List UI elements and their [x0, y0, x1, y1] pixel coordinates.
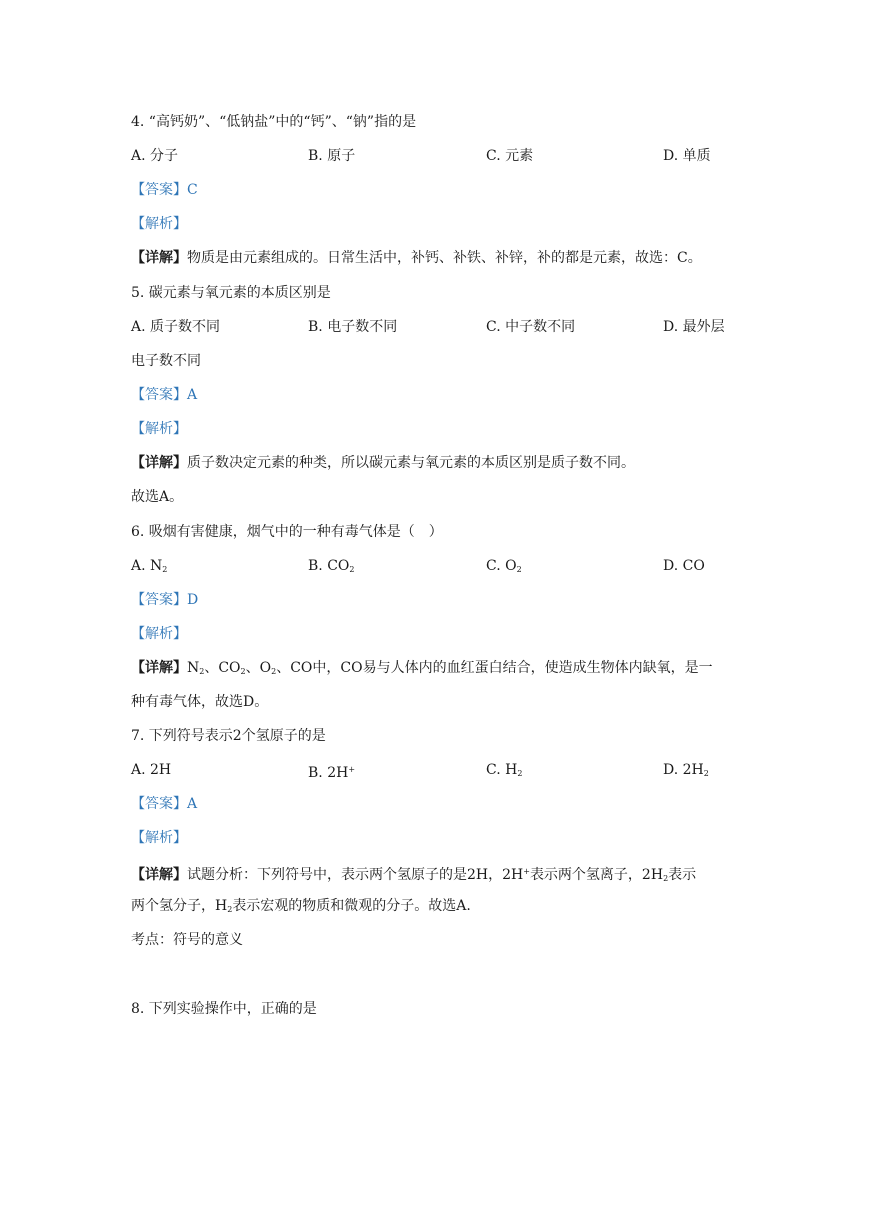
subscript: 2	[516, 565, 522, 574]
q7-stem: 7. 下列符号表示2个氢原子的是	[131, 728, 326, 744]
answer-label: 【答案】	[131, 592, 187, 608]
subscript: 2	[162, 565, 168, 574]
q4-option-a: A. 分子	[131, 148, 179, 164]
q7-analysis-label: 【解析】	[131, 830, 187, 846]
answer-label: 【答案】	[131, 182, 187, 198]
q6-option-b-text: B. CO	[308, 558, 350, 574]
q6-option-a-text: A. N	[131, 558, 163, 574]
detail-label: 【详解】	[131, 867, 187, 883]
answer-label: 【答案】	[131, 796, 187, 812]
detail-label: 【详解】	[131, 455, 187, 471]
q5-conclusion: 故选A。	[131, 489, 184, 505]
q5-answer	[131, 385, 197, 405]
q5-detail-text: 质子数决定元素的种类，所以碳元素与氧元素的本质区别是质子数不同。	[187, 455, 635, 471]
q6-detail-rest: 、CO中，CO易与人体内的血红蛋白结合，使造成生物体内缺氧，是一	[276, 660, 713, 676]
q4-option-c: C. 元素	[486, 148, 534, 164]
q6-detail	[131, 658, 713, 682]
q6-options	[131, 556, 751, 576]
q6-option-a	[131, 556, 167, 580]
q6-detail-o2: 、O	[245, 660, 272, 676]
q4-answer	[131, 180, 198, 200]
q5-option-d: D. 最外层	[663, 319, 725, 335]
q4-options	[131, 146, 751, 166]
q7-answer	[131, 794, 197, 814]
q7-detail-cont-p1: 两个氢分子，H	[131, 898, 228, 914]
q6-option-d: D. CO	[663, 558, 705, 574]
q7-detail	[131, 862, 696, 889]
q7-options	[131, 760, 751, 780]
q5-option-a: A. 质子数不同	[131, 319, 221, 335]
q7-kaodian: 考点：符号的意义	[131, 932, 243, 948]
q5-options	[131, 317, 751, 337]
q7-detail-p2: 表示两个氢离子，2H	[529, 867, 664, 883]
q7-option-d-text: D. 2H	[663, 762, 704, 778]
q4-detail-text: 物质是由元素组成的。日常生活中，补钙、补铁、补锌，补的都是元素，故选：C。	[187, 250, 702, 266]
q7-detail-p3: 表示	[668, 867, 697, 883]
superscript: +	[523, 867, 530, 876]
q6-answer-value: D	[187, 592, 199, 608]
q7-detail-cont-p2: 表示宏观的物质和微观的分子。故选A.	[232, 898, 471, 914]
q6-detail-co2: 、CO	[204, 660, 241, 676]
q4-option-b: B. 原子	[308, 148, 356, 164]
q5-option-c: C. 中子数不同	[486, 319, 576, 335]
subscript: 2	[517, 769, 523, 778]
q6-option-b	[308, 556, 354, 580]
q6-detail-cont: 种有毒气体，故选D。	[131, 694, 269, 710]
q5-option-d-wrap: 电子数不同	[131, 353, 201, 369]
q6-stem: 6. 吸烟有害健康，烟气中的一种有毒气体是（ ）	[131, 524, 443, 540]
q7-answer-value: A	[187, 796, 198, 812]
subscript: 2	[227, 905, 233, 914]
q4-option-d: D. 单质	[663, 148, 711, 164]
detail-label: 【详解】	[131, 250, 187, 266]
subscript: 2	[349, 565, 355, 574]
subscript: 2	[199, 667, 205, 676]
q6-option-c	[486, 556, 522, 580]
q5-answer-value: A	[187, 387, 198, 403]
q6-option-c-text: C. O	[486, 558, 517, 574]
subscript: 2	[703, 769, 709, 778]
subscript: 2	[271, 667, 277, 676]
q7-option-a: A. 2H	[131, 762, 172, 778]
q5-option-b: B. 电子数不同	[308, 319, 398, 335]
subscript: 2	[240, 667, 246, 676]
q6-detail-n: N	[187, 660, 200, 676]
q4-stem: 4. “高钙奶”、“低钠盐”中的“钙”、“钠”指的是	[131, 114, 417, 130]
q6-answer	[131, 590, 198, 610]
subscript: 2	[663, 874, 669, 883]
superscript: +	[348, 765, 356, 774]
q5-stem: 5. 碳元素与氧元素的本质区别是	[131, 285, 331, 301]
q5-analysis-label: 【解析】	[131, 421, 187, 437]
q7-detail-cont	[131, 896, 471, 920]
q7-option-d	[663, 760, 709, 784]
q7-option-c	[486, 760, 522, 784]
q8-stem: 8. 下列实验操作中，正确的是	[131, 1001, 317, 1017]
q4-detail	[131, 248, 702, 268]
q4-analysis-label: 【解析】	[131, 216, 187, 232]
q7-option-b-text: B. 2H	[308, 765, 349, 781]
q7-option-b	[308, 760, 355, 783]
q7-detail-p1: 试题分析：下列符号中，表示两个氢原子的是2H，2H	[187, 867, 524, 883]
answer-label: 【答案】	[131, 387, 187, 403]
q7-option-c-text: C. H	[486, 762, 518, 778]
q5-detail	[131, 453, 635, 473]
q4-answer-value: C	[187, 182, 198, 198]
q6-analysis-label: 【解析】	[131, 626, 187, 642]
detail-label: 【详解】	[131, 660, 187, 676]
